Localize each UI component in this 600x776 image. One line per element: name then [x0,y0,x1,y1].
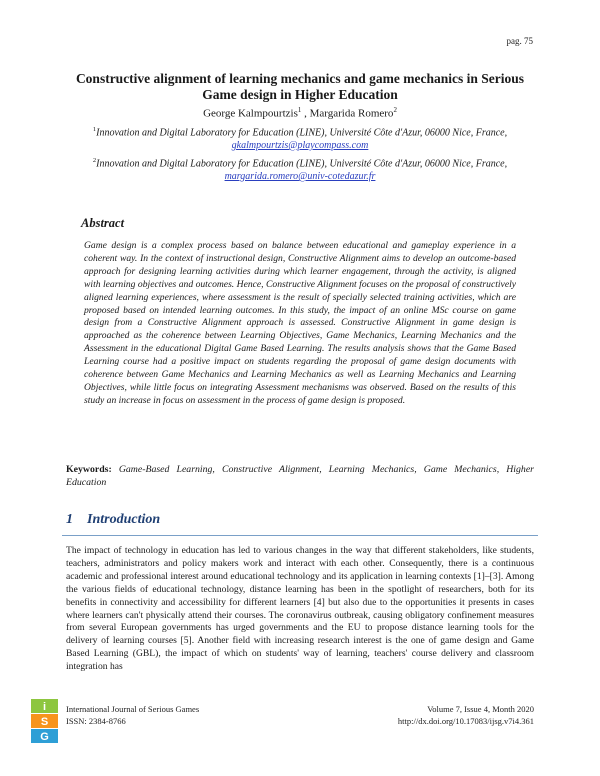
page-number: pag. 75 [506,36,533,46]
journal-name: International Journal of Serious Games [66,704,200,714]
keywords-list: Game-Based Learning, Constructive Alignment, Learning Mechanics, Game Mechanics, Higher Education [66,464,534,488]
author-affiliation-marker: 2 [393,106,397,114]
section-number: 1 [66,512,73,527]
abstract-heading: Abstract [81,216,125,230]
author-separator: , [301,107,310,120]
footer-right [398,703,534,727]
logo-letter: S [40,716,49,728]
keywords [66,463,534,489]
footer-left [66,703,199,727]
section-rule [62,535,538,536]
abstract-text: Game design is a complex process based on balance between educational and gameplay experience in a coherent way. In the context of instructional design, Constructive Alignment aims to develop an outcome-based approach for designing learning activities during which learner engagement, through the activity, is aligned with learning objectives and outcomes. Hence, Constructive Alignment focuses on the proposal of constructively aligned learning experiences, where assessment is the result of specially selected training activities, which are proposed based on intended learning outcomes. In this study, the impact of an online MSc course on game design from a Constructive Alignment approach is assessed. Constructive Alignment in game design is approached as the coherence between Learning Objectives, Game Mechanics, Learning Mechanics and the Assessment in the educational Digital Game Based Learning. The results analysis shows that the Game Based Learning course had a positive impact on students regarding the proposal of game design documents with coherence between Game Mechanics and Learning Mechanics as well as Learning Mechanics and Learning Objectives, while little focus on integrating Assessment mechanisms was observed. Based on the results of this study an increase in focus on assessment in the process of game design is proposed. [84,240,516,406]
keywords-label: Keywords: [66,464,112,475]
paper-title: Constructive alignment of learning mechanics and game mechanics in Serious Game design in Higher Education [75,71,525,102]
doi-link[interactable]: http://dx.doi.org/10.17083/ijsg.v7i4.361 [397,716,534,726]
author-name[interactable]: Margarida Romero [309,107,394,120]
logo-letter: i [42,701,47,713]
author-list [0,106,600,120]
author-email-link[interactable]: margarida.romero@univ-cotedazur.fr [224,170,376,182]
author-affiliation-marker: 1 [297,106,302,114]
section-heading [66,512,160,528]
affiliation [60,124,540,152]
author-email-link[interactable]: gkalmpourtzis@playcompass.com [231,139,369,151]
author-name[interactable]: George Kalmpourtzis [203,107,298,120]
affiliation-marker: 1 [92,126,97,133]
affiliation-text: Innovation and Digital Laboratory for Education (LINE), Université Côte d'Azur, 06000 Nice, France, [96,158,508,170]
journal-logo-icon [31,699,58,743]
logo-letter: G [40,731,49,743]
affiliation-text: Innovation and Digital Laboratory for Education (LINE), Université Côte d'Azur, 06000 Nice, France, [96,127,508,139]
section-title: Introduction [87,512,161,527]
affiliation [60,155,540,183]
section-body: The impact of technology in education has led to various changes in the way that different stakeholders, like students, teachers, administrators and policy makers work and interact with each other. Consequently, there is a continuous academic and professional interest around educational technology and its application in learning contexts [1]–[3]. Among the various fields of educational technology, distance learning has been in the spotlight of researchers, both for its benefits in connectivity and accessibility for different learners [4] but also due to the opportunities it presents in cases where learners can't physically attend their courses. The coronavirus outbreak, causing obligatory confinement measures from several European governments has urged governments and the EU to propose distance learning tools for the delivery of learning courses [5]. Another field with increasing research interest is the one of game design and Game Based Learning (GBL), the impact of which on students' way of learning, teachers' course delivery and classroom integration has [66,545,534,673]
volume-issue: Volume 7, Issue 4, Month 2020 [427,704,534,714]
issn: ISSN: 2384-8766 [66,716,126,726]
affiliation-marker: 2 [92,157,97,164]
